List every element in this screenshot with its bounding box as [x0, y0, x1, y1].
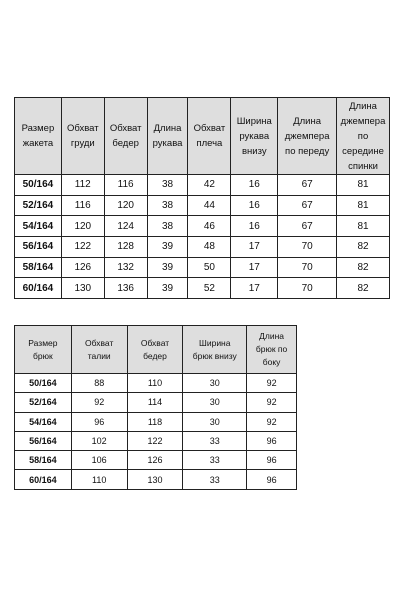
table-cell: 70 — [278, 257, 337, 278]
size-cell: 60/164 — [15, 278, 62, 299]
table-cell: 67 — [278, 195, 337, 216]
table-cell: 33 — [183, 451, 247, 470]
table-row — [15, 393, 297, 412]
table-cell: 118 — [127, 412, 183, 431]
table-cell: 82 — [337, 257, 390, 278]
size-cell: 56/164 — [15, 431, 72, 450]
jacket-size-table — [14, 97, 390, 299]
table-cell: 116 — [61, 195, 104, 216]
table-cell: 33 — [183, 470, 247, 489]
table-cell: 110 — [127, 374, 183, 393]
table-cell: 81 — [337, 195, 390, 216]
table-cell: 82 — [337, 278, 390, 299]
size-cell: 58/164 — [15, 451, 72, 470]
table-row — [15, 195, 390, 216]
table-cell: 33 — [183, 431, 247, 450]
pants-header-side-length: Длина брюк по боку — [247, 326, 297, 374]
jacket-header-hips: Обхват бедер — [104, 98, 147, 175]
table-cell: 112 — [61, 175, 104, 196]
table-cell: 16 — [231, 175, 278, 196]
table-cell: 120 — [61, 216, 104, 237]
table-row — [15, 278, 390, 299]
table-cell: 50 — [188, 257, 231, 278]
table-cell: 122 — [127, 431, 183, 450]
jacket-table-body — [15, 175, 390, 299]
jacket-header-row — [15, 98, 390, 175]
size-cell: 58/164 — [15, 257, 62, 278]
table-row — [15, 451, 297, 470]
table-cell: 92 — [247, 412, 297, 431]
table-cell: 48 — [188, 237, 231, 258]
table-cell: 130 — [61, 278, 104, 299]
table-cell: 126 — [61, 257, 104, 278]
table-cell: 122 — [61, 237, 104, 258]
jacket-header-shoulder: Обхват плеча — [188, 98, 231, 175]
size-cell: 56/164 — [15, 237, 62, 258]
table-cell: 130 — [127, 470, 183, 489]
table-cell: 81 — [337, 175, 390, 196]
pants-table-body — [15, 374, 297, 490]
table-row — [15, 257, 390, 278]
table-cell: 30 — [183, 393, 247, 412]
size-cell: 50/164 — [15, 374, 72, 393]
pants-header-bottom-width: Ширина брюк внизу — [183, 326, 247, 374]
table-cell: 88 — [71, 374, 127, 393]
size-cell: 50/164 — [15, 175, 62, 196]
table-cell: 70 — [278, 237, 337, 258]
pants-header-row — [15, 326, 297, 374]
table-cell: 30 — [183, 412, 247, 431]
table-cell: 39 — [147, 257, 188, 278]
table-cell: 120 — [104, 195, 147, 216]
table-cell: 17 — [231, 237, 278, 258]
table-cell: 38 — [147, 195, 188, 216]
table-cell: 92 — [247, 393, 297, 412]
table-cell: 52 — [188, 278, 231, 299]
table-cell: 126 — [127, 451, 183, 470]
table-cell: 16 — [231, 195, 278, 216]
pants-header-waist: Обхват талии — [71, 326, 127, 374]
table-cell: 96 — [247, 470, 297, 489]
table-row — [15, 431, 297, 450]
size-cell: 60/164 — [15, 470, 72, 489]
table-cell: 124 — [104, 216, 147, 237]
table-row — [15, 412, 297, 431]
table-cell: 17 — [231, 278, 278, 299]
table-cell: 132 — [104, 257, 147, 278]
jacket-header-chest: Обхват груди — [61, 98, 104, 175]
table-cell: 39 — [147, 237, 188, 258]
table-cell: 16 — [231, 216, 278, 237]
table-cell: 44 — [188, 195, 231, 216]
jacket-header-back-length: Длина джемпера по середине спинки — [337, 98, 390, 175]
table-cell: 81 — [337, 216, 390, 237]
table-cell: 70 — [278, 278, 337, 299]
table-cell: 96 — [71, 412, 127, 431]
pants-header-size: Размер брюк — [15, 326, 72, 374]
table-cell: 46 — [188, 216, 231, 237]
table-cell: 96 — [247, 431, 297, 450]
size-cell: 52/164 — [15, 195, 62, 216]
size-cell: 52/164 — [15, 393, 72, 412]
table-row — [15, 470, 297, 489]
table-cell: 30 — [183, 374, 247, 393]
table-cell: 102 — [71, 431, 127, 450]
table-cell: 38 — [147, 216, 188, 237]
table-row — [15, 216, 390, 237]
table-cell: 96 — [247, 451, 297, 470]
jacket-header-front-length: Длина джемпера по переду — [278, 98, 337, 175]
jacket-header-sleeve-length: Длина рукава — [147, 98, 188, 175]
jacket-header-size: Размер жакета — [15, 98, 62, 175]
table-cell: 82 — [337, 237, 390, 258]
table-cell: 92 — [71, 393, 127, 412]
table-row — [15, 175, 390, 196]
size-cell: 54/164 — [15, 412, 72, 431]
table-cell: 114 — [127, 393, 183, 412]
pants-header-hips: Обхват бедер — [127, 326, 183, 374]
table-row — [15, 374, 297, 393]
table-cell: 17 — [231, 257, 278, 278]
table-cell: 92 — [247, 374, 297, 393]
pants-size-table — [14, 325, 297, 490]
table-cell: 42 — [188, 175, 231, 196]
size-cell: 54/164 — [15, 216, 62, 237]
table-cell: 128 — [104, 237, 147, 258]
table-cell: 110 — [71, 470, 127, 489]
table-cell: 38 — [147, 175, 188, 196]
table-cell: 39 — [147, 278, 188, 299]
table-cell: 67 — [278, 216, 337, 237]
table-cell: 116 — [104, 175, 147, 196]
table-cell: 136 — [104, 278, 147, 299]
jacket-header-sleeve-width: Ширина рукава внизу — [231, 98, 278, 175]
table-row — [15, 237, 390, 258]
table-cell: 106 — [71, 451, 127, 470]
table-cell: 67 — [278, 175, 337, 196]
